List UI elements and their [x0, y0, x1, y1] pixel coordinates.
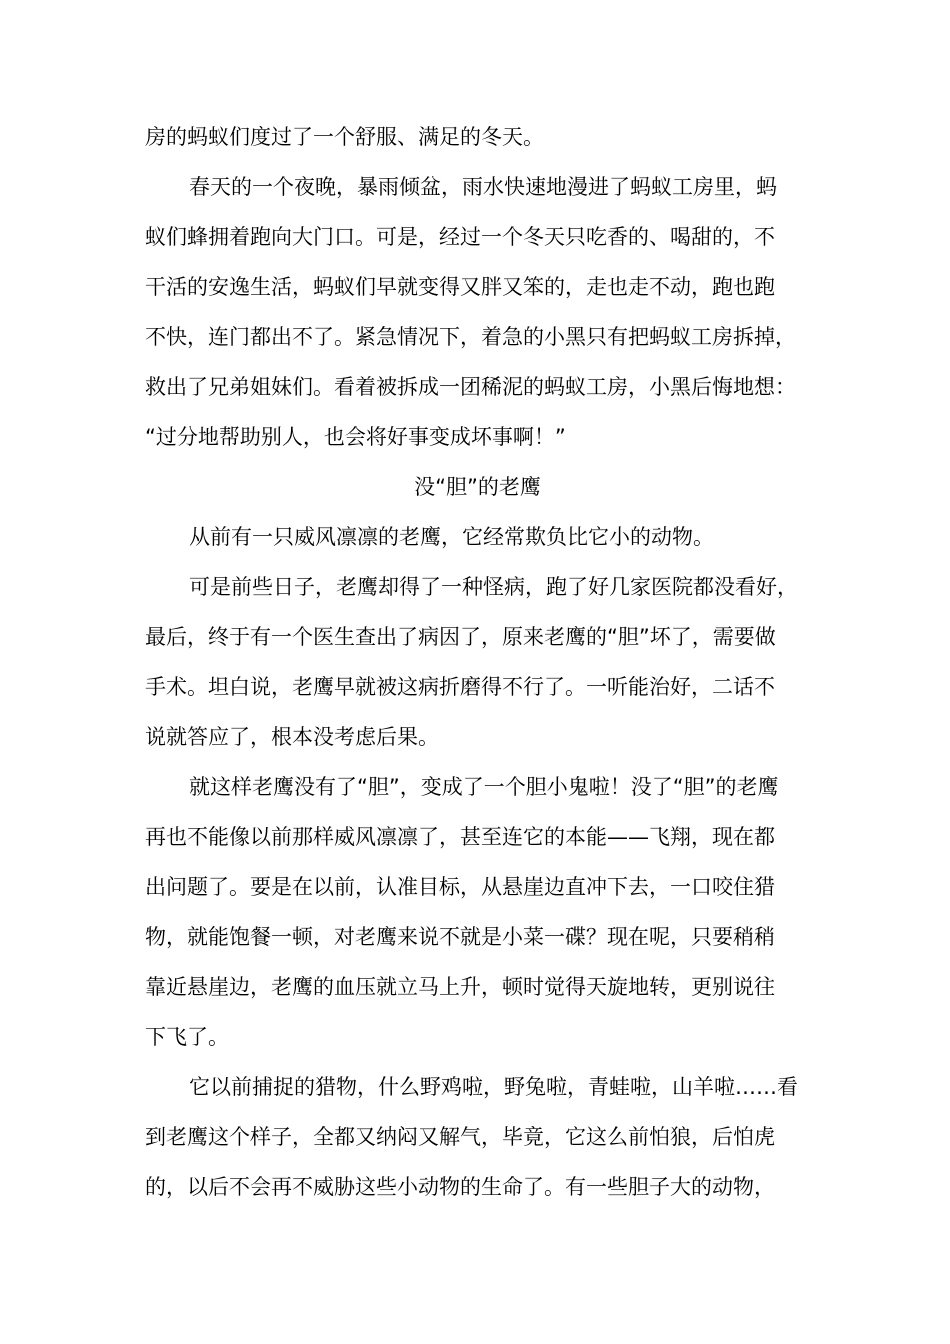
text-line: 靠近悬崖边，老鹰的血压就立马上升，顿时觉得天旋地转，更别说往 [145, 975, 775, 999]
text-line: 可是前些日子，老鹰却得了一种怪病，跑了好几家医院都没看好， [189, 575, 798, 599]
text-line: 从前有一只威风凛凛的老鹰，它经常欺负比它小的动物。 [189, 525, 714, 549]
text-line: “过分地帮助别人，也会将好事变成坏事啊！” [145, 425, 566, 449]
text-line: 蚁们蜂拥着跑向大门口。可是，经过一个冬天只吃香的、喝甜的，不 [145, 225, 775, 249]
text-line: 春天的一个夜晚，暴雨倾盆，雨水快速地漫进了蚂蚁工房里，蚂 [189, 175, 777, 199]
text-line: 到老鹰这个样子，全都又纳闷又解气，毕竟，它这么前怕狼，后怕虎 [145, 1125, 775, 1149]
text-line: 救出了兄弟姐妹们。看着被拆成一团稀泥的蚂蚁工房，小黑后悔地想： [145, 375, 796, 399]
text-line: 下飞了。 [145, 1025, 229, 1049]
body-text [145, 112, 810, 1212]
text-line: 它以前捕捉的猎物，什么野鸡啦，野兔啦，青蛙啦，山羊啦……看 [189, 1075, 798, 1099]
text-line: 房的蚂蚁们度过了一个舒服、满足的冬天。 [145, 125, 544, 149]
text-line: 的，以后不会再不威胁这些小动物的生命了。有一些胆子大的动物， [145, 1175, 775, 1199]
text-line: 就这样老鹰没有了“胆”，变成了一个胆小鬼啦！没了“胆”的老鹰 [189, 775, 779, 799]
text-line: 干活的安逸生活，蚂蚁们早就变得又胖又笨的，走也走不动，跑也跑 [145, 275, 775, 299]
text-line: 再也不能像以前那样威风凛凛了，甚至连它的本能——飞翔，现在都 [145, 825, 775, 849]
text-line: 物，就能饱餐一顿，对老鹰来说不就是小菜一碟？现在呢，只要稍稍 [145, 925, 775, 949]
section-title: 没“胆”的老鹰 [414, 475, 541, 499]
text-line: 出问题了。要是在以前，认准目标，从悬崖边直冲下去，一口咬住猎 [145, 875, 775, 899]
text-line: 最后，终于有一个医生查出了病因了，原来老鹰的“胆”坏了，需要做 [145, 625, 776, 649]
text-line: 说就答应了，根本没考虑后果。 [145, 725, 439, 749]
text-line: 手术。坦白说，老鹰早就被这病折磨得不行了。一听能治好，二话不 [145, 675, 775, 699]
text-line: 不快，连门都出不了。紧急情况下，着急的小黑只有把蚂蚁工房拆掉， [145, 325, 796, 349]
